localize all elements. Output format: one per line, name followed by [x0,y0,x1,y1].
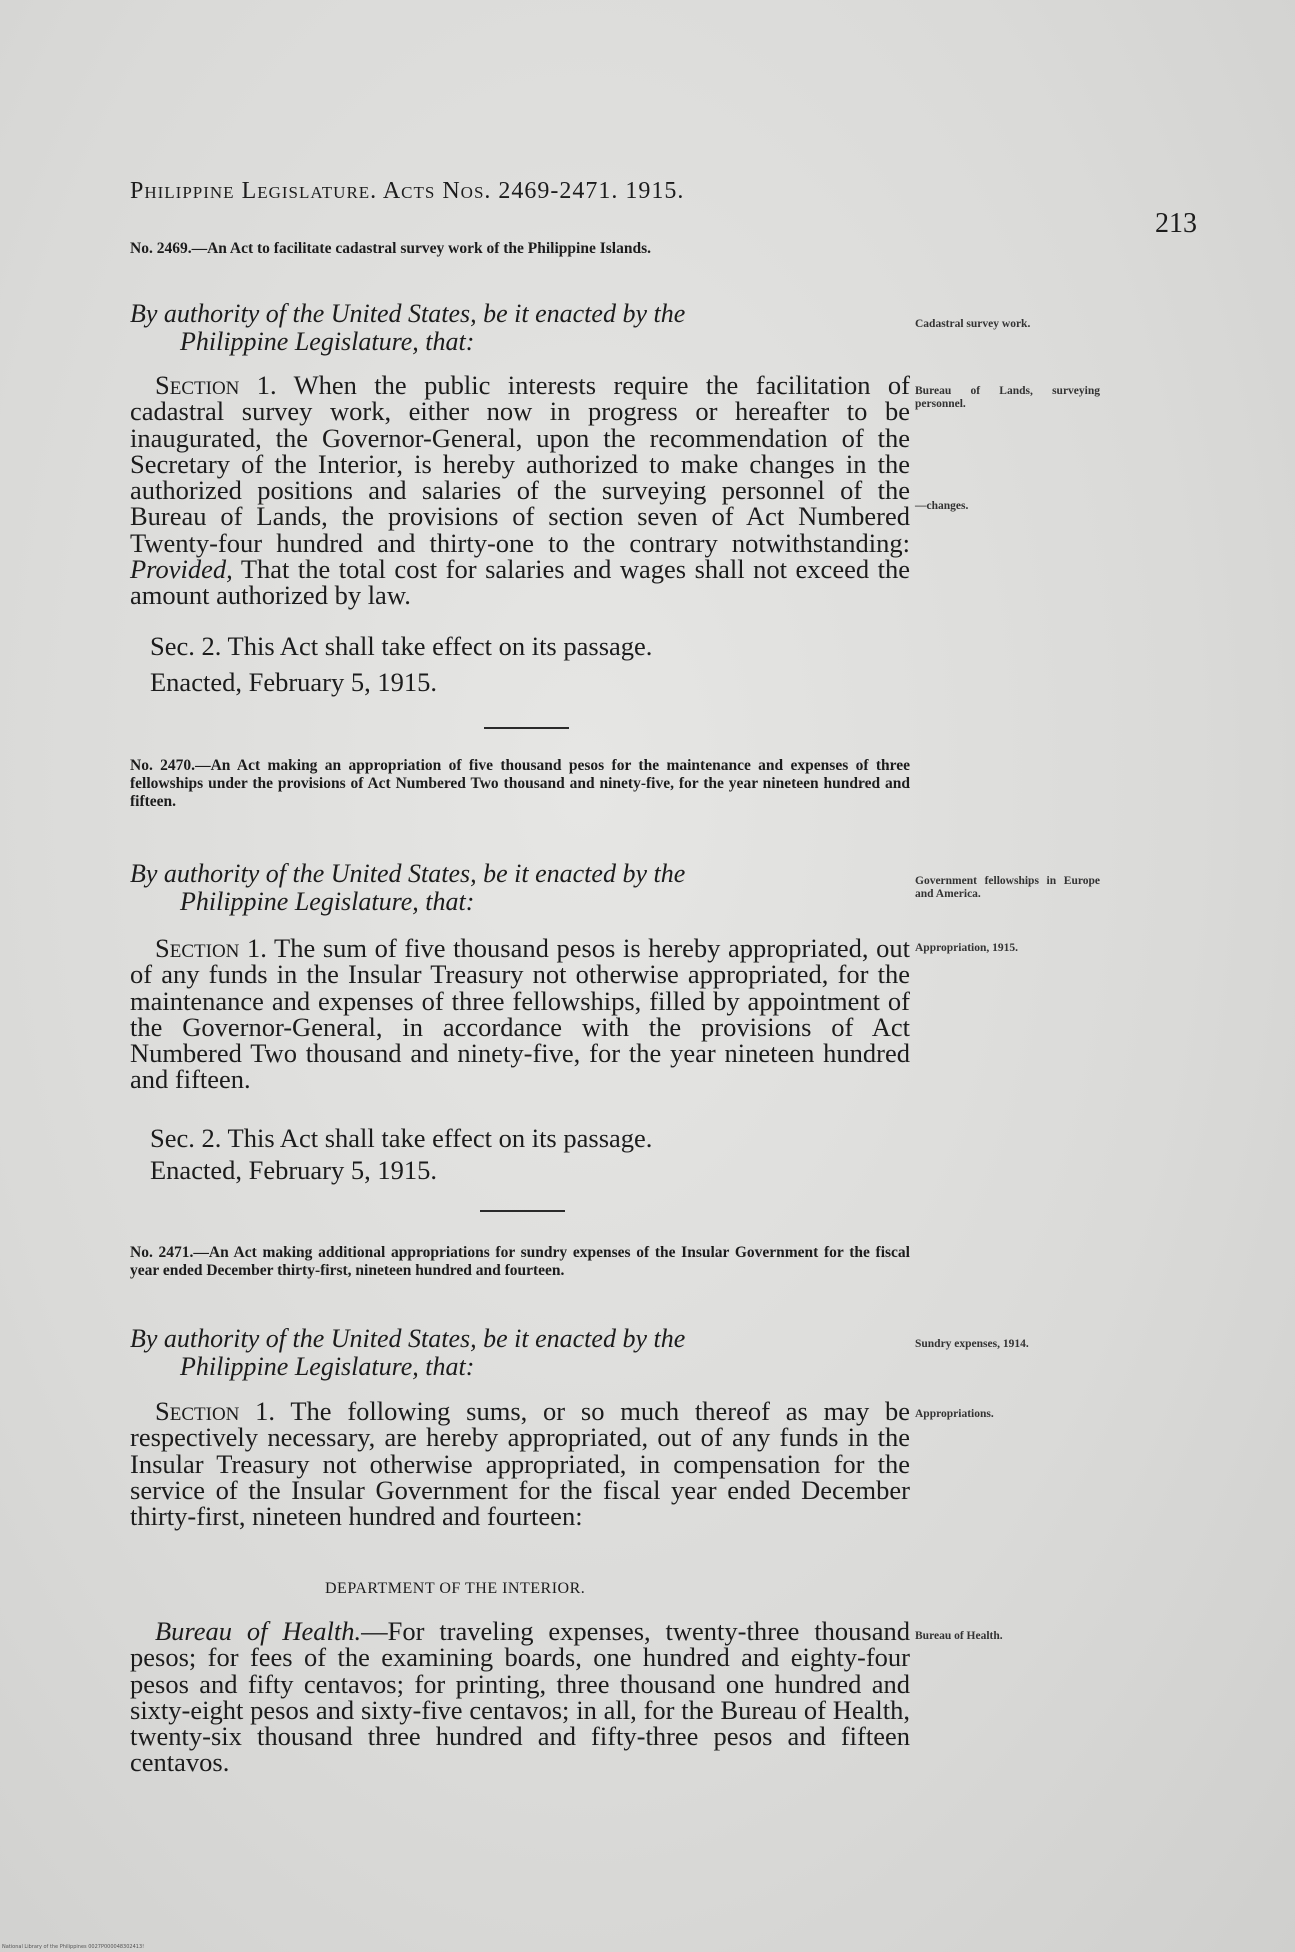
enact-line-2: Philippine Legislature, that: [180,327,475,356]
act-2470-enacted-date: Enacted, February 5, 1915. [150,1155,437,1185]
margin-note-appropriations: Appropriations. [915,1408,994,1420]
margin-note-fellowships: Government fellowships in Europe and America. [915,875,1100,900]
act-2470-section-2: Sec. 2. This Act shall take effect on its passage. [150,1123,653,1153]
section-divider [484,727,569,729]
act-2470-title [130,757,910,811]
margin-note-changes: —changes. [915,500,969,512]
provided-term: Provided, [130,554,233,585]
bureau-of-health-label: Bureau of Health. [155,1616,362,1646]
section-text: The following sums, or so much thereof as may be respectively necessary, are hereby appropriated, out of any funds in the Insular Treasury not otherwise appropriated, in compensation for the service of the Insular Government for the fiscal year ended December thirty-first, nineteen hundred and fourteen: [130,1396,910,1532]
scan-footer: National Library of the Philippines 0027P000048302413! [2,1944,145,1950]
section-label: Section 1. [155,933,267,963]
act-2471-enacting-clause [130,1325,910,1381]
enact-line-2: Philippine Legislature, that: [180,1352,475,1381]
act-2470-enacting-clause [130,860,910,916]
bureau-of-health-paragraph [130,1618,910,1776]
enact-line-1: By authority of the United States, be it enacted by the [130,299,686,328]
act-2471-title-text: —An Act making additional appropriations for sundry expenses of the Insular Government for the fiscal year ended December thirty-first, nineteen hundred and fourteen. [130,1244,910,1279]
act-2469-enacting-clause [130,300,910,356]
section-divider [480,1210,565,1212]
act-2469-enacted-date: Enacted, February 5, 1915. [150,667,437,697]
running-header: Philippine Legislature. Acts Nos. 2469-2471. 1915. [130,178,685,204]
margin-note-sundry-expenses: Sundry expenses, 1914. [915,1338,1029,1350]
section-label: Section 1. [155,1396,276,1426]
section-tail: That the total cost for salaries and wages shall not exceed the amount authorized by law. [130,554,910,611]
act-2469-section-1 [130,372,910,609]
enact-line-1: By authority of the United States, be it enacted by the [130,1324,686,1353]
margin-note-appropriation-1915: Appropriation, 1915. [915,942,1018,954]
enact-line-2: Philippine Legislature, that: [180,887,475,916]
bureau-of-health-text: —For traveling expenses, twenty-three thousand pesos; for fees of the examining boards, one hundred and eighty-four pesos and fifty centavos; for printing, three thousand one hundred and sixty-eight pesos and sixty-five centavos; in all, for the Bureau of Health, twenty-six thousand three hundred and fifty-three pesos and fifteen centavos. [130,1616,911,1778]
act-2470-number: No. 2470. [130,757,196,774]
act-2470-section-1 [130,935,910,1093]
margin-note-bureau-health: Bureau of Health. [915,1630,1003,1642]
act-2469-number: No. 2469. [130,240,192,257]
margin-note-bureau-lands: Bureau of Lands, surveying personnel. [915,385,1100,410]
act-2469-title [130,240,910,258]
act-2471-number: No. 2471. [130,1244,194,1261]
margin-note-cadastral: Cadastral survey work. [915,318,1031,330]
act-2471-section-1 [130,1396,910,1532]
enact-line-1: By authority of the United States, be it enacted by the [130,859,686,888]
section-label: Section 1. [155,370,277,400]
act-2469-section-2: Sec. 2. This Act shall take effect on its passage. [150,631,653,661]
page-number: 213 [1155,208,1197,239]
act-2471-title [130,1244,910,1280]
act-2469-title-text: —An Act to facilitate cadastral survey work of the Philippine Islands. [191,240,651,257]
department-heading: DEPARTMENT OF THE INTERIOR. [325,1580,586,1597]
section-text: When the public interests require the facilitation of cadastral survey work, either now in progress or hereafter to be inaugurated, the Governor-General, upon the recommendation of the Secretary of the Interior, is hereby authorized to make changes in the authorized positions and salaries of the surveying personnel of the Bureau of Lands, the provisions of section seven of Act Numbered Twenty-four hundred and thirty-one to the contrary notwithstanding: [130,370,910,558]
section-text: The sum of five thousand pesos is hereby appropriated, out of any funds in the Insular Treasury not otherwise appropriated, for the maintenance and expenses of three fellowships, filled by appointment of the Governor-General, in accordance with the provisions of Act Numbered Two thousand and ninety-five, for the year nineteen hundred and fifteen. [130,933,910,1095]
act-2470-title-text: —An Act making an appropriation of five thousand pesos for the maintenance and expenses of three fellowships under the provisions of Act Numbered Two thousand and ninety-five, for the year nineteen hundred and fifteen. [130,757,910,810]
